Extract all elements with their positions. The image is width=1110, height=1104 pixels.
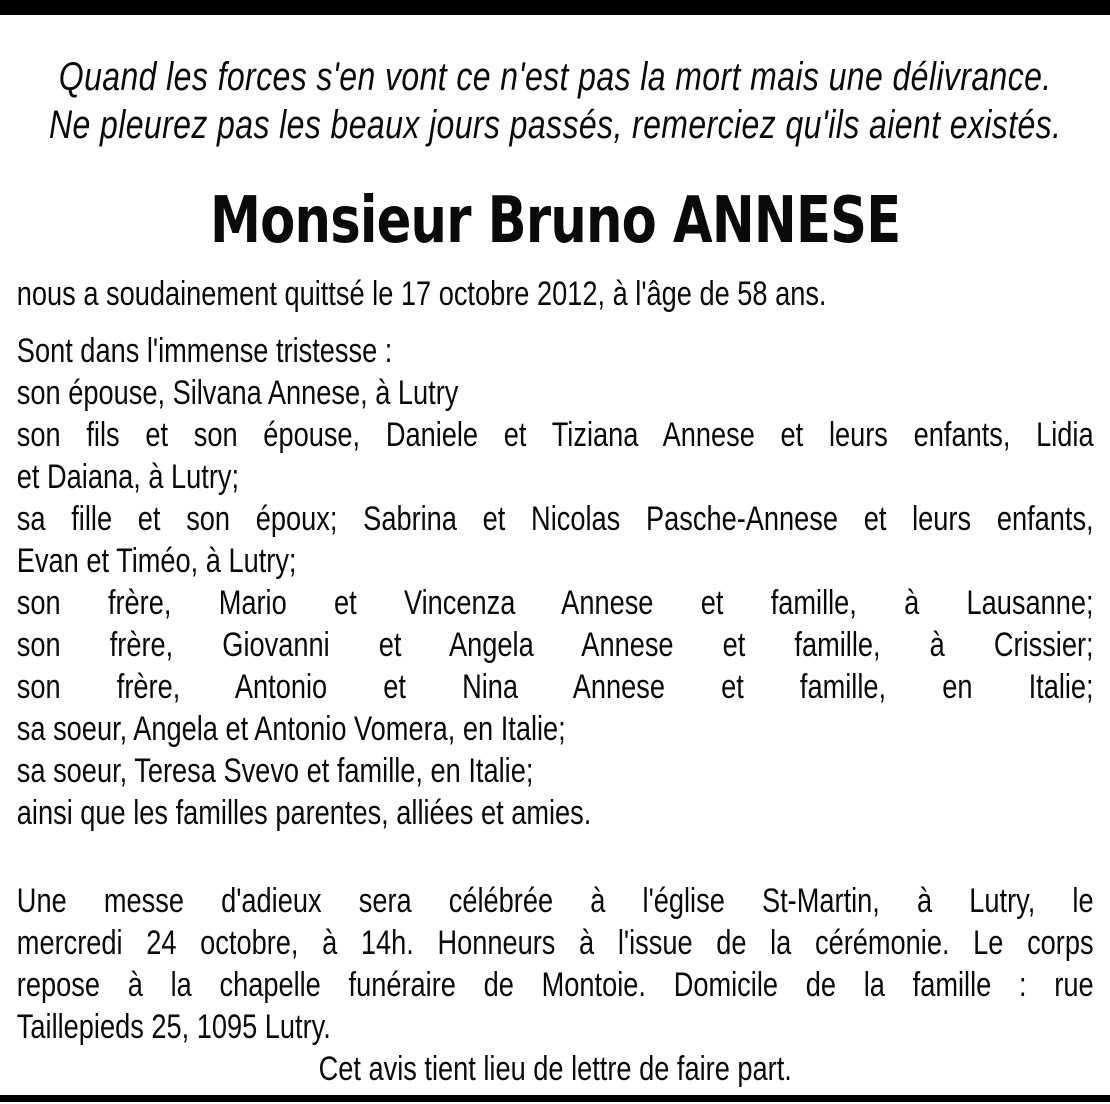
mourner-line: son frère, Mario et Vincenza Annese et famille, à Lausanne; [16,584,1094,622]
closing-statement: Cet avis tient lieu de lettre de faire part. [318,1050,792,1088]
ceremony-line: Taillepieds 25, 1095 Lutry. [16,1008,331,1046]
deceased-name: Monsieur Bruno ANNESE [210,184,901,258]
ceremony-details [17,880,1094,1090]
mourners-list [17,330,1094,834]
mourner-line: son fils et son épouse, Daniele et Tiziana Annese et leurs enfants, Lidia [16,416,1094,454]
mourner-line: son frère, Antonio et Nina Annese et famille, en Italie; [16,668,1094,706]
mourner-line: et Daiana, à Lutry; [16,458,240,496]
ceremony-line: mercredi 24 octobre, à 14h. Honneurs à l'issue de la cérémonie. Le corps [16,924,1094,962]
mourner-line: sa soeur, Teresa Svevo et famille, en Italie; [16,752,534,790]
mourner-line: son frère, Giovanni et Angela Annese et famille, à Crissier; [16,626,1094,664]
top-rule [0,0,1110,15]
death-notice [0,15,1110,1090]
mourners-intro: Sont dans l'immense tristesse : [16,332,393,370]
ceremony-line: Une messe d'adieux sera célébrée à l'église St-Martin, à Lutry, le [16,882,1094,920]
ceremony-line: repose à la chapelle funéraire de Montoie. Domicile de la famille : rue [16,966,1094,1004]
death-announcement: nous a soudainement quittsé le 17 octobre 2012, à l'âge de 58 ans. [16,275,827,313]
epitaph-line-1: Quand les forces s'en vont ce n'est pas la mort mais une délivrance. [58,55,1052,99]
mourner-line: son épouse, Silvana Annese, à Lutry [16,374,459,412]
mourner-line: sa soeur, Angela et Antonio Vomera, en Italie; [16,710,566,748]
epitaph-line-2: Ne pleurez pas les beaux jours passés, remerciez qu'ils aient existés. [49,103,1062,147]
mourner-line: Evan et Timéo, à Lutry; [16,542,297,580]
mourner-line: ainsi que les familles parentes, alliées et amies. [16,794,592,832]
epitaph [17,53,1094,149]
bottom-rule [0,1095,1110,1102]
mourner-line: sa fille et son époux; Sabrina et Nicolas Pasche-Annese et leurs enfants, [16,500,1094,538]
